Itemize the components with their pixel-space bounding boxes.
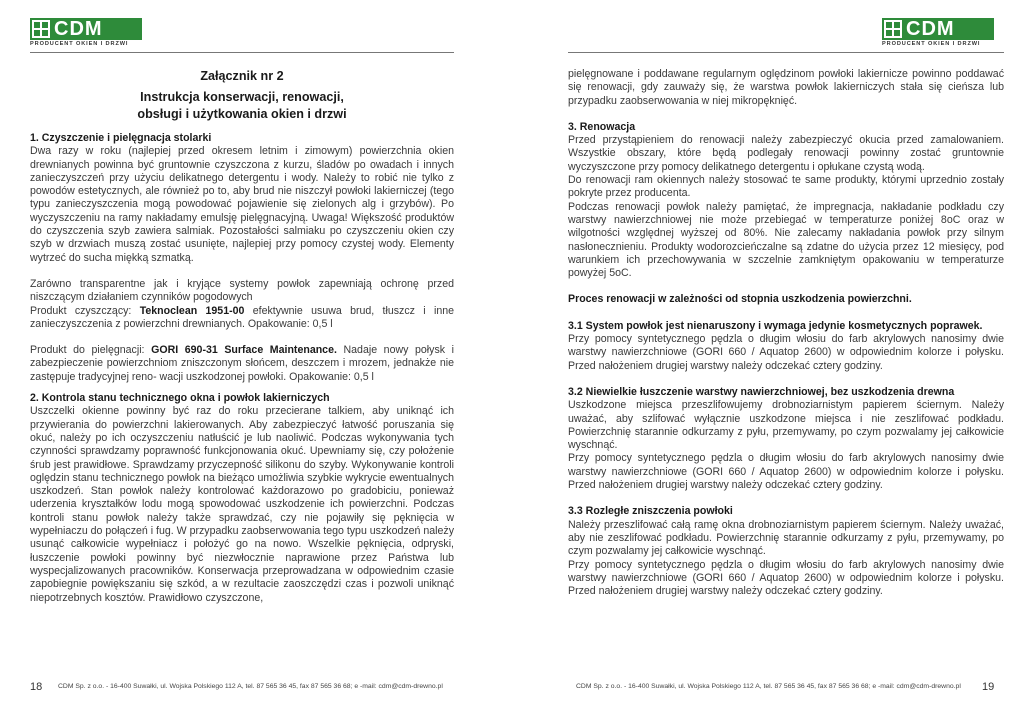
logo-box: [882, 18, 994, 40]
section-3-2-heading: 3.2 Niewielkie łuszczenie warstwy nawierzchniowej, bez uszkodzenia drewna: [568, 385, 955, 398]
logo-text: CDM: [906, 18, 955, 40]
section-3-3-paragraph-2: Przy pomocy syntetycznego pędzla o długim włosiu do farb akrylowych nanosimy dwie warstwy nawierzchniowe (GORI 660 / Aquatop 2600) w odpowiednim kolorze i połysku. Przed nałożeniem drugiej warstwy należy odczekać cztery godziny.: [568, 558, 1004, 598]
document-title: [30, 68, 454, 123]
cleaning-product-name: Teknoclean 1951-00: [139, 304, 245, 317]
header-rule: [568, 52, 1004, 53]
title-line-2: Instrukcja konserwacji, renowacji,: [140, 90, 344, 104]
section-3-heading: 3. Renowacja: [568, 120, 636, 133]
page-number: 19: [982, 681, 995, 693]
section-3-paragraph-3: Podczas renowacji powłok należy pamiętać, że impregnacja, nakładanie podkładu czy warstwy nawierzchniowej nie może przebiegać w temperaturze poniżej 8oC oraz w wilgotności względnej wyższej od 80%. Nie zalecamy nakładania powłok przy silnym nasłonecznieniu. Produkty wodorozcieńczalne są zdatne do użycia przez 12 miesięcy, pod warunkiem ich przechowywania w szczelnie zamkniętym opakowaniu w temperaturze powyżej 5oC.: [568, 200, 1004, 280]
section-2-heading: 2. Kontrola stanu technicznego okna i powłok lakierniczych: [30, 392, 330, 405]
cleaning-product-paragraph: [30, 305, 454, 332]
section-3-paragraph-2: Do renowacji ram okiennych należy stosować te same produkty, którymi uprzednio zostały pokryte przez producenta.: [568, 174, 1004, 200]
header-rule: [30, 52, 454, 53]
care-product-desc: Nadaje nowy połysk i zabezpieczenie powierzchniom zniszczonym słońcem, deszczem i mrozem, jednakże nie zastępuje tradycyjnej reno- wacji uszkodzonej powłoki. Opakowanie: 0,5 l: [30, 344, 454, 383]
section-3-1-heading: 3.1 System powłok jest nienaruszony i wymaga jedynie kosmetycznych poprawek.: [568, 319, 983, 332]
logo-text: CDM: [54, 18, 103, 40]
window-icon: [32, 20, 50, 38]
left-content: [30, 68, 454, 605]
title-line-3: obsługi i użytkowania okien i drzwi: [137, 107, 347, 121]
section-3-2-paragraph-2: Przy pomocy syntetycznego pędzla o długim włosiu do farb akrylowych nanosimy dwie warstwy nawierzchniowe (GORI 660 / Aquatop 2600) w odpowiednim kolorze i połysku. Przed nałożeniem drugiej warstwy należy odczekać cztery godziny.: [568, 452, 1004, 492]
logo-subtitle: PRODUCENT OKIEN I DRZWI: [882, 41, 981, 47]
section-2-paragraph: Uszczelki okienne powinny być raz do roku przecierane talkiem, aby uniknąć ich przywierania do powierzchni lakierowanych. Aby zabezpieczyć łatwość poruszania się okuć, należy po ich oczyszczeniu natłuścić je lub naoliwić. Podczas wykonywania tych czynności sprawdzamy poprawność funkcjonowania okuć. Upewniamy się, czy położenie śrub jest prawidłowe. Sprawdzamy przyczepność silikonu do szyby. Wykonywanie kontroli oględzin stanu technicznego powłok na bieżąco umożliwia szybkie wykrycie ewentualnych uszkodzeń. Stan powłok należy kontrolować każdorazowo po gradobiciu, ponieważ uderzenia kryształków lodu mogą spowodować uszkodzenie ich powierzchni. Podczas kontroli stanu powłok należy także sprawdzać, czy nie pojawiły się pęknięcia w wypełniaczu do połączeń i fug. W przypadku zaobserwowania tego typu uszkodzeń należy usunąć całkowicie wypełniacz i położyć go na nowo. Wszelkie pęknięcia, odpryski, łuszczenie powłoki powinny być niezwłocznie naprawione przez Państwa lub wyspecjalizowanych pracowników. Konserwacja przeprowadzana w odpowiednim czasie zapobiegnie powiększaniu się szkód, a w rezultacie zaoszczędzi czas i pozwoli uniknąć niepotrzebnych kosztów. Prawidłowo czyszczone,: [30, 405, 454, 604]
logo-box: [30, 18, 142, 40]
process-heading: Proces renowacji w zależności od stopnia uszkodzenia powierzchni.: [568, 293, 912, 306]
section-3-3-heading: 3.3 Rozległe zniszczenia powłoki: [568, 505, 733, 518]
title-line-1: Załącznik nr 2: [200, 69, 284, 83]
cdm-logo: [30, 18, 142, 48]
section-3-paragraph-1: Przed przystąpieniem do renowacji należy zabezpieczyć okucia przed zamalowaniem. Wszystkie obszary, które będą podlegały renowacji powinny zostać gruntownie wyczyszczone przy pomocy delikatnego detergentu i opłukane czystą wodą.: [568, 134, 1004, 173]
footer-contact: CDM Sp. z o.o. - 16-400 Suwałki, ul. Wojska Polskiego 112 A, tel. 87 565 36 45, fax 87 565 36 68; e -mail: cdm@cdm-drewno.pl: [58, 683, 443, 690]
footer-contact: CDM Sp. z o.o. - 16-400 Suwałki, ul. Wojska Polskiego 112 A, tel. 87 565 36 45, fax 87 565 36 68; e -mail: cdm@cdm-drewno.pl: [576, 683, 961, 690]
page-right: [512, 0, 1024, 724]
care-product-name: GORI 690-31 Surface Maintenance.: [151, 344, 337, 357]
care-product-label: Produkt do pielęgnacji:: [30, 344, 152, 357]
cleaning-product-desc: efektywnie usuwa brud, tłuszcz i inne zanieczyszczenia z powierzchni drewnianych. Opakowanie: 0,5 l: [30, 304, 454, 330]
section-3-1-paragraph: Przy pomocy syntetycznego pędzla o długim włosiu do farb akrylowych nanosimy dwie warstwy nawierzchniowe (GORI 660 / Aquatop 2600) w odpowiednim kolorze i połysku. Przed nałożeniem drugiej warstwy należy odczekać cztery godziny.: [568, 333, 1004, 372]
section-3-2-paragraph-1: Uszkodzone miejsca przeszlifowujemy drobnoziarnistym papierem ściernym. Należy uważać, aby szlifować wyłącznie uszkodzone miejsca i nie zeszlifować podkładu. Powierzchnię starannie odkurzamy z pyłu, przemywamy, po czym pozwalamy jej całkowicie wyschnąć.: [568, 399, 1004, 452]
logo-subtitle: PRODUCENT OKIEN I DRZWI: [30, 41, 129, 47]
right-content: [568, 68, 1004, 598]
window-icon: [884, 20, 902, 38]
section-1-paragraph-2: Zarówno transparentne jak i kryjące systemy powłok zapewniają ochronę przed niszczącym działaniem czynników pogodowych: [30, 277, 454, 304]
section-1-paragraph: Dwa razy w roku (najlepiej przed okresem letnim i zimowym) powierzchnia okien drewnianych powinna być gruntownie czyszczona z kurzu, śladów po owadach i innych zanieczyszczeń przy użyciu delikatnego detergentu i wody. Należy to robić nie tylko z powodów estetycznych, ale również po to, aby brud nie niszczył powłoki lakierniczej (tego typu zanieczyszczenia mogą powodować pojawienie się zielonych alg i grzybów). Po wyczyszczeniu na ramy nakładamy emulsję pielęgnacyjną. Uwaga! Większość produktów do czyszczenia szyb zawiera salmiak. Pozostałości salmiaku po czyszczeniu okien czy szyb w drzwiach muszą zostać usunięte, najlepiej przy pomocy czystej wody. Elementy wytrzeć do sucha miękką szmatką.: [30, 145, 454, 264]
section-1-heading: 1. Czyszczenie i pielęgnacja stolarki: [30, 132, 212, 144]
section-3-3-paragraph-1: Należy przeszlifować całą ramę okna drobnoziarnistym papierem ściernym. Należy uważać, aby nie zeszlifować podkładu. Powierzchnię starannie odkurzamy z pyłu, przemywamy, po czym pozwalamy jej całkowicie wyschnąć.: [568, 518, 1004, 558]
page-number: 18: [30, 681, 43, 693]
cleaning-product-label: Produkt czyszczący:: [30, 304, 140, 317]
continuation-paragraph: pielęgnowane i poddawane regularnym oględzinom powłoki lakiernicze powinno poddawać się renowacji, gdy zauważy się, że warstwa powłok lakierniczych stała się cieńsza lub przypadku zaobserwowania w niej mikropęknięć.: [568, 68, 1004, 107]
care-product-paragraph: [30, 344, 454, 384]
cdm-logo: [882, 18, 994, 48]
